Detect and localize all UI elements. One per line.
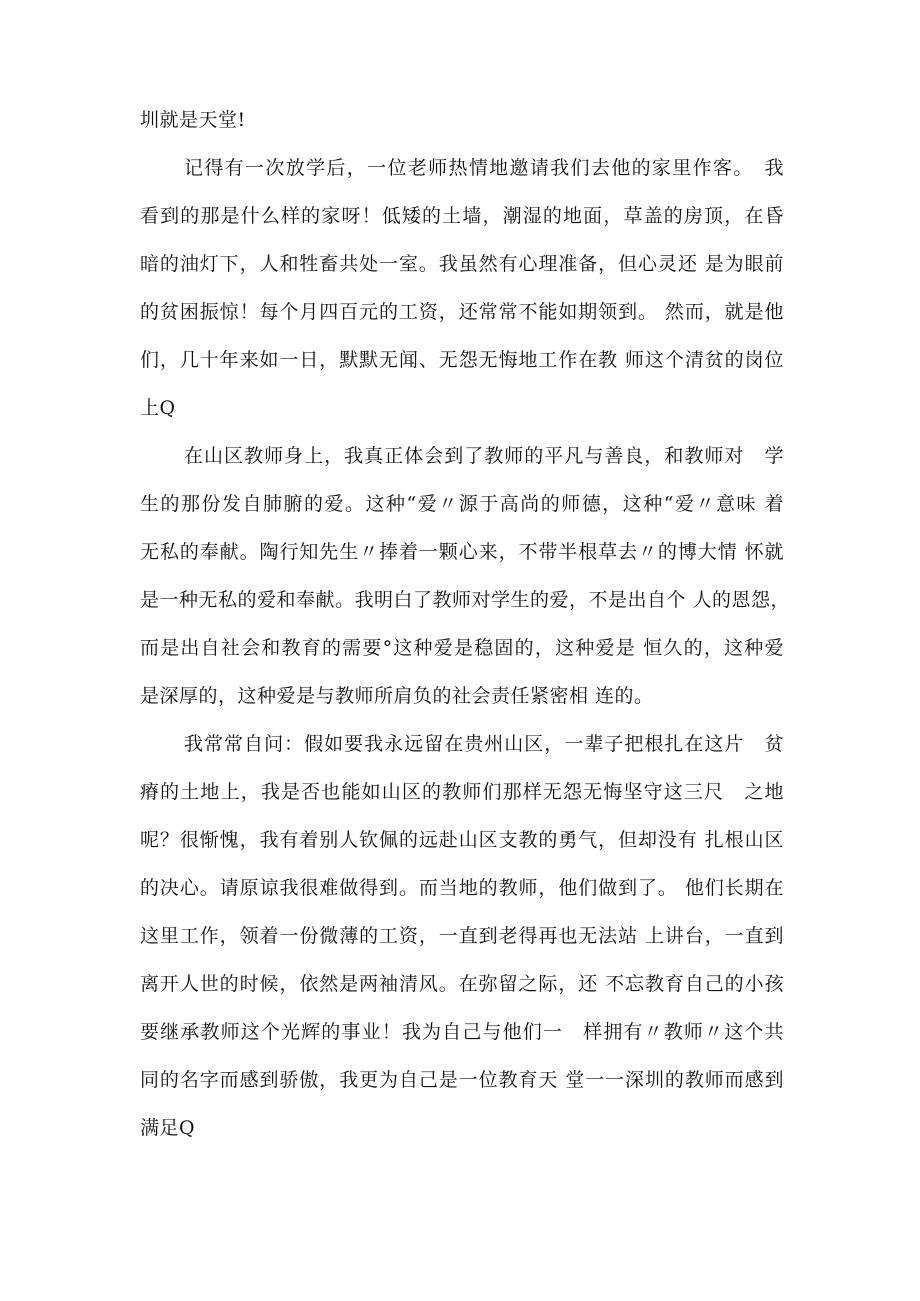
text-line: 生的那份发自肺腑的爱。这种“爱〃源于高尚的师德，这种“爱〃意味 着 bbox=[140, 493, 784, 515]
text-line: 要继承教师这个光辉的事业！我为自己与他们一 样拥有〃教师〃这个共 bbox=[140, 1021, 784, 1043]
paragraph-first-line: 在山区教师身上，我真正体会到了教师的平凡与善良，和教师对 学 bbox=[184, 445, 784, 467]
paragraph-first-line: 我常常自问：假如要我永远留在贵州山区，一辈子把根扎在这片 贫 bbox=[184, 733, 784, 755]
text-line: 瘠的土地上，我是否也能如山区的教师们那样无怨无悔坚守这三尺 之地 bbox=[140, 781, 784, 803]
text-line: 圳就是天堂! bbox=[140, 109, 246, 131]
text-line: 们，几十年来如一日，默默无闻、无怨无悔地工作在教 师这个清贫的岗位 bbox=[140, 349, 784, 371]
text-line: 这里工作，领着一份微薄的工资，一直到老得再也无法站 上讲台，一直到 bbox=[140, 925, 784, 947]
text-line: 暗的油灯下，人和牲畜共处一室。我虽然有心理准备，但心灵还 是为眼前 bbox=[140, 253, 784, 275]
text-line: 离开人世的时候，依然是两袖清风。在弥留之际，还 不忘教育自己的小孩 bbox=[140, 973, 784, 995]
text-line: 看到的那是什么样的家呀！低矮的土墙，潮湿的地面，草盖的房顶，在昏 bbox=[140, 205, 784, 227]
text-line: 的决心。请原谅我很难做得到。而当地的教师，他们做到了。 他们长期在 bbox=[140, 877, 784, 899]
text-line: 同的名字而感到骄傲，我更为自己是一位教育天 堂一一深圳的教师而感到 bbox=[140, 1069, 784, 1091]
text-line: 满足Q bbox=[140, 1117, 196, 1139]
paragraph-first-line: 记得有一次放学后，一位老师热情地邀请我们去他的家里作客。 我 bbox=[184, 157, 784, 179]
text-line: 上Q bbox=[140, 397, 176, 419]
text-line: 是深厚的，这种爱是与教师所肩负的社会责任紧密相 连的。 bbox=[140, 685, 654, 707]
text-line: 而是出自社会和教育的需要°这种爱是稳固的，这种爱是 恒久的，这种爱 bbox=[140, 637, 784, 659]
text-line: 呢？很惭愧，我有着别人钦佩的远赴山区支教的勇气，但却没有 扎根山区 bbox=[140, 829, 784, 851]
text-line: 是一种无私的爱和奉献。我明白了教师对学生的爱，不是出自个 人的恩怨， bbox=[140, 589, 791, 611]
text-line: 的贫困振惊！每个月四百元的工资，还常常不能如期领到。 然而，就是他 bbox=[140, 301, 784, 323]
text-line: 无私的奉献。陶行知先生〃捧着一颗心来，不带半根草去〃的博大情 怀就 bbox=[140, 541, 784, 563]
